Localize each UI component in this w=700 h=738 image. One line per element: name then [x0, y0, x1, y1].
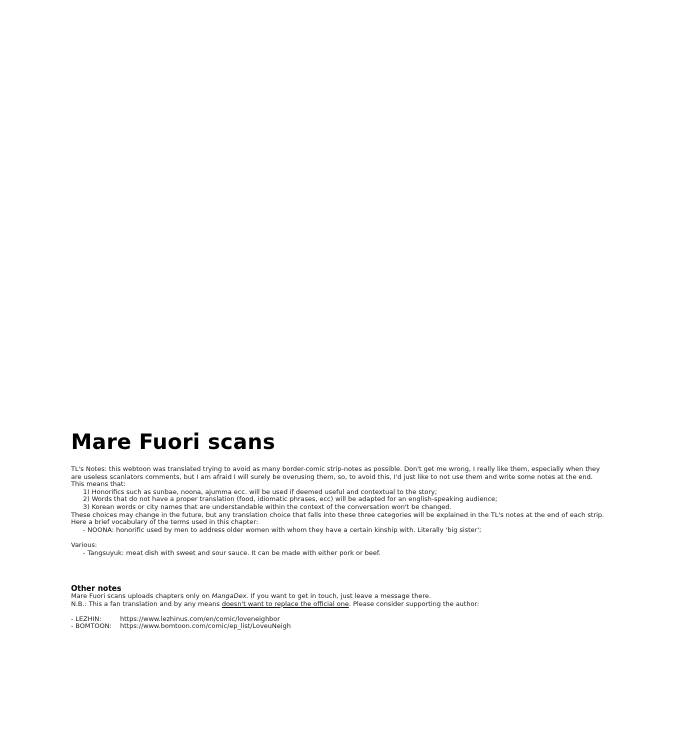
tl-rule-2: 2) Words that do not have a proper translation (food, idiomatic phrases, ecc) will be adapted for an english-speaking audience; [83, 495, 498, 504]
mangadex-name: MangaDex [211, 592, 247, 600]
tl-rule-3: 3) Korean words or city names that are understandable within the context of the conversation won't be changed. [83, 502, 452, 511]
vocab-noona: - NOONA: honorific used by men to address older women with whom they have a certain kinship with. Literally 'big sister'; [83, 525, 482, 534]
upload-post: . If you want to get in touch, just leave a message there. [246, 592, 431, 600]
nb-underlined: doesn't want to replace the official one [221, 599, 349, 608]
link-url-bomtoon: https://www.bomtoon.com/comic/ep_list/LoveuNeigh [120, 622, 291, 631]
link-label-lezhin: - LEZHIN: [71, 614, 102, 623]
nb-line [71, 601, 631, 609]
link-label-bomtoon: - BOMTOON: [71, 622, 112, 631]
tl-intro-line-2: are useless scanlators comments, but I am afraid I will surely be overusing them, so, to avoid this, I'd just like to not use them and write some notes at the end. [71, 472, 593, 481]
spacer [71, 534, 631, 542]
tl-means-line: This means that: [71, 480, 126, 489]
other-notes-heading: Other notes [71, 584, 122, 593]
link-row-bomtoon [71, 623, 631, 631]
nb-pre: N.B.: This a fan translation and by any means [71, 599, 222, 608]
various-heading: Various: [71, 540, 98, 549]
other-notes [71, 593, 631, 631]
tl-vocab-line: Here a brief vocabulary of the terms used in this chapter: [71, 518, 259, 527]
upload-pre: Mare Fuori scans uploads chapters only on [71, 592, 212, 600]
tl-intro-line-1: TL's Notes: this webtoon was translated trying to avoid as many border-comic strip-notes as possible. Don't get me wrong, I really like them, especially when they [71, 465, 600, 473]
tl-change-line: These choices may change in the future, but any translation choice that falls into these three categories will be explained in the TL's notes at the end of each strip. [71, 510, 605, 519]
nb-post: . Please consider supporting the author: [348, 599, 480, 608]
tl-notes [71, 466, 631, 557]
tl-rule-1: 1) Honorifics such as sunbae, noona, ajumma ecc. will be used if deemed useful and contextual to the story; [83, 487, 438, 496]
page-title: Mare Fuori scans [71, 430, 276, 454]
vocab-tangsuyuk: - Tangsuyuk: meat dish with sweet and sour sauce. It can be made with either pork or beef. [83, 548, 381, 557]
link-url-lezhin: https://www.lezhinus.com/en/comic/loveneighbor [120, 614, 280, 623]
